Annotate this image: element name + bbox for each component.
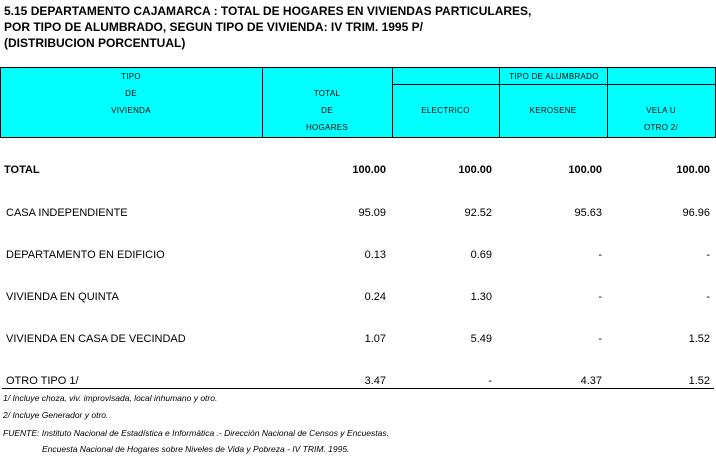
cell-vela: - <box>706 291 710 303</box>
cell-kerosene: 95.63 <box>574 207 602 219</box>
cell-electrico: 5.49 <box>470 333 492 345</box>
cell-vela: 1.52 <box>688 333 710 345</box>
cell-total: 100.00 <box>352 164 386 176</box>
cell-electrico: 0.69 <box>470 249 492 261</box>
row-label: DEPARTAMENTO EN EDIFICIO <box>6 249 165 261</box>
cell-total: 0.24 <box>364 291 386 303</box>
header-total-1: TOTAL <box>313 89 341 98</box>
table-header <box>0 67 716 138</box>
cell-vela: - <box>706 249 710 261</box>
header-electrico: ELECTRICO <box>421 106 470 115</box>
cell-total: 3.47 <box>364 375 386 387</box>
title-line-1: 5.15 DEPARTAMENTO CAJAMARCA : TOTAL DE HOGARES EN VIVIENDAS PARTICULARES, <box>4 4 532 18</box>
cell-electrico: 100.00 <box>458 164 492 176</box>
footnote-encuesta: Encuesta Nacional de Hogares sobre Niveles de Vida y Pobreza - IV TRIM. 1995. <box>42 444 350 454</box>
cell-total: 95.09 <box>358 207 386 219</box>
header-tipo-3: VIVIENDA <box>111 106 151 115</box>
cell-vela: 100.00 <box>676 164 710 176</box>
cell-total: 0.13 <box>364 249 386 261</box>
header-tipo-2: DE <box>125 89 137 98</box>
row-label: OTRO TIPO 1/ <box>6 375 79 387</box>
table-bottom-rule <box>2 388 714 389</box>
header-kerosene: KEROSENE <box>529 106 577 115</box>
header-vela-1: VELA U <box>646 106 676 115</box>
title-line-3: (DISTRIBUCION PORCENTUAL) <box>4 36 186 50</box>
footnote-2: 2/ Incluye Generador y otro. <box>3 410 109 420</box>
cell-vela: 96.96 <box>682 207 710 219</box>
cell-total: 1.07 <box>364 333 386 345</box>
cell-vela: 1.52 <box>688 375 710 387</box>
header-total-2: DE <box>321 106 333 115</box>
cell-kerosene: - <box>598 291 602 303</box>
header-group-alumbrado: TIPO DE ALUMBRADO <box>509 72 599 81</box>
title-line-2: POR TIPO DE ALUMBRADO, SEGUN TIPO DE VIVIENDA: IV TRIM. 1995 P/ <box>4 20 423 34</box>
footnote-fuente: FUENTE: Instituto Nacional de Estadística e Informática .- Dirección Nacional de Censos y Encuestas. <box>3 428 389 438</box>
header-vela-2: OTRO 2/ <box>643 123 679 132</box>
header-total-3: HOGARES <box>305 123 349 132</box>
footnote-1: 1/ Incluye choza, viv. improvisada, local inhumano y otro. <box>3 393 218 403</box>
row-label: VIVIENDA EN CASA DE VECINDAD <box>6 333 186 345</box>
cell-electrico: 92.52 <box>464 207 492 219</box>
header-tipo-1: TIPO <box>121 72 141 81</box>
cell-kerosene: 4.37 <box>580 375 602 387</box>
cell-kerosene: 100.00 <box>568 164 602 176</box>
row-label: VIVIENDA EN QUINTA <box>6 291 119 303</box>
row-label: CASA INDEPENDIENTE <box>6 207 128 219</box>
cell-electrico: 1.30 <box>470 291 492 303</box>
row-label: TOTAL <box>4 164 40 176</box>
cell-kerosene: - <box>598 333 602 345</box>
cell-electrico: - <box>488 375 492 387</box>
cell-kerosene: - <box>598 249 602 261</box>
